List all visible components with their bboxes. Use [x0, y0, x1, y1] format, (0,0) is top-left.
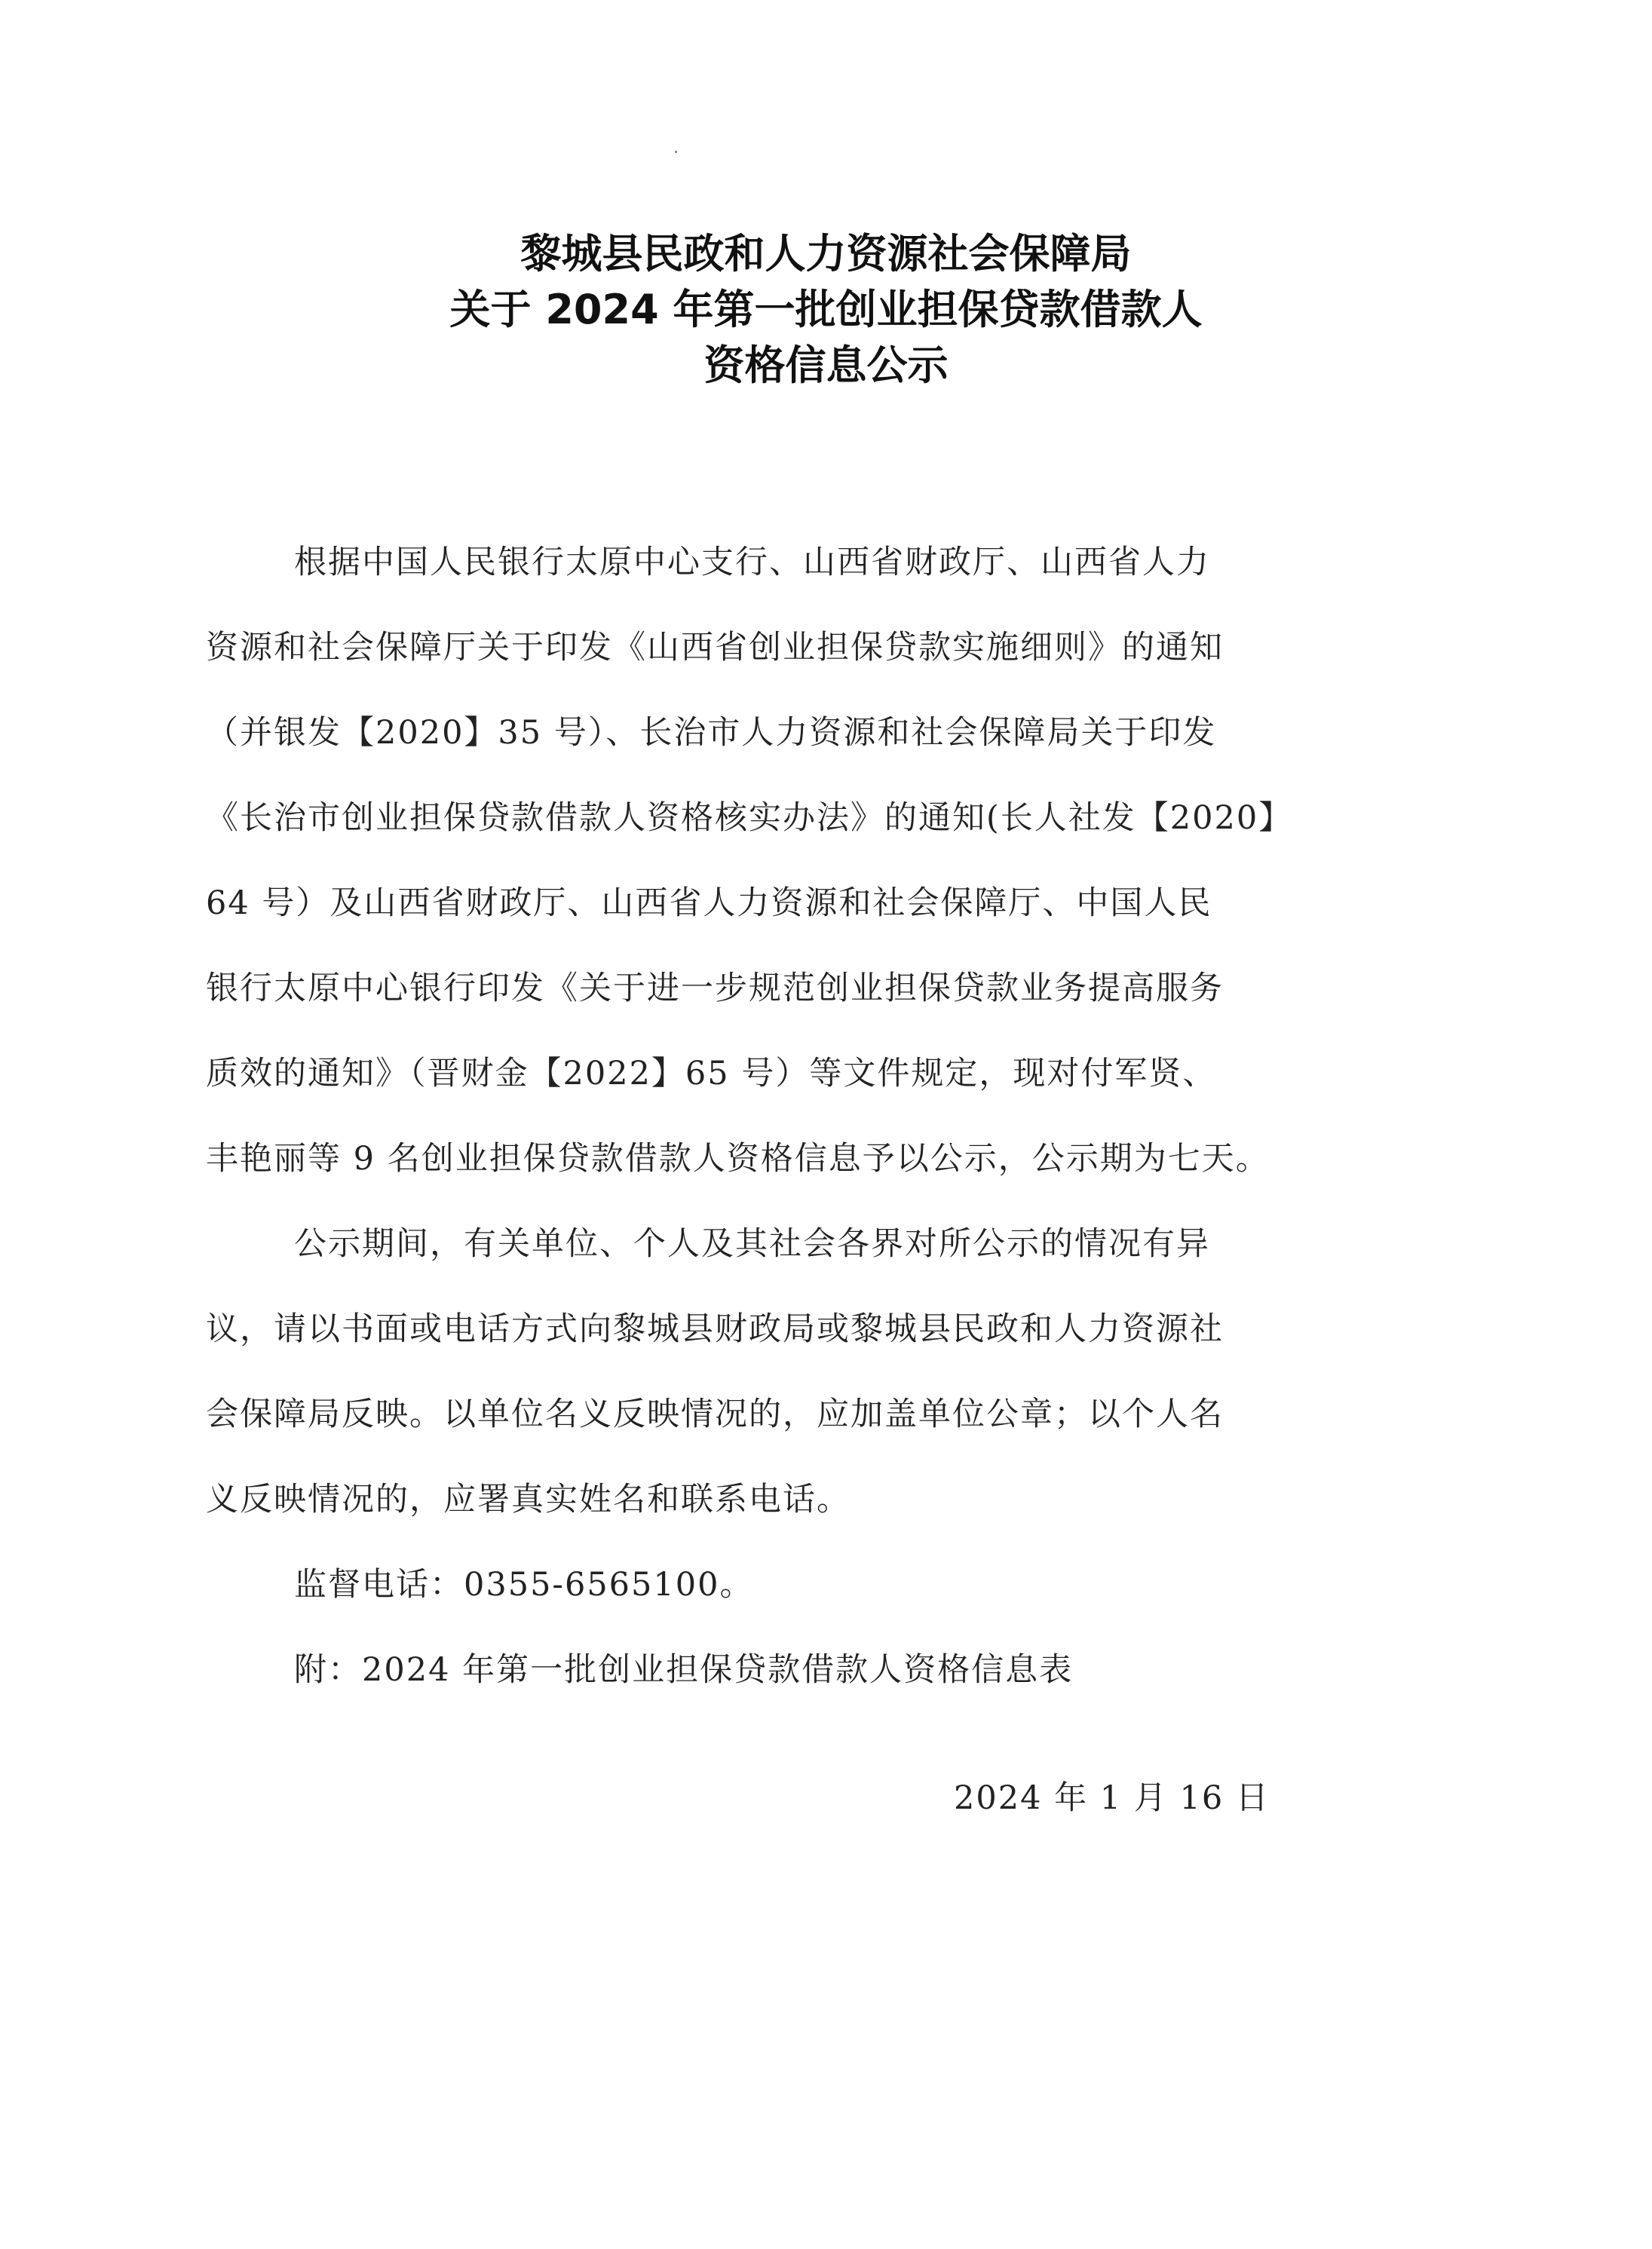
title-line-2: 关于 2024 年第一批创业担保贷款借款人	[449, 286, 1203, 333]
paragraph-1-line: 64 号）及山西省财政厅、山西省人力资源和社会保障厅、中国人民	[206, 884, 1212, 922]
document-body	[206, 520, 1442, 1713]
paragraph-1-line: 《长治市创业担保贷款借款人资格核实办法》的通知(长人社发【2020】	[206, 799, 1293, 837]
attachment-note: 附：2024 年第一批创业担保贷款借款人资格信息表	[294, 1651, 1074, 1689]
paragraph-2-line: 议，请以书面或电话方式向黎城县财政局或黎城县民政和人力资源社	[206, 1310, 1224, 1348]
title-line-3: 资格信息公示	[703, 342, 949, 389]
paragraph-1-line: 根据中国人民银行太原中心支行、山西省财政厅、山西省人力	[294, 544, 1210, 581]
paragraph-1-line: 银行太原中心银行印发《关于进一步规范创业担保贷款业务提高服务	[206, 970, 1224, 1007]
paragraph-1-line: （并银发【2020】35 号）、长治市人力资源和社会保障局关于印发	[206, 714, 1217, 752]
scan-speck	[675, 151, 677, 153]
paragraph-2-line: 公示期间，有关单位、个人及其社会各界对所公示的情况有异	[294, 1225, 1210, 1263]
title-line-1: 黎城县民政和人力资源社会保障局	[520, 230, 1132, 277]
paragraph-1-line: 丰艳丽等 9 名创业担保贷款借款人资格信息予以公示，公示期为七天。	[206, 1140, 1270, 1178]
document-date: 2024 年 1 月 16 日	[954, 1779, 1270, 1817]
paragraph-1-line: 质效的通知》（晋财金【2022】65 号）等文件规定，现对付军贤、	[206, 1055, 1217, 1092]
supervision-phone: 监督电话：0355-6565100。	[294, 1566, 754, 1604]
document-title	[0, 226, 1652, 394]
paragraph-1-line: 资源和社会保障厅关于印发《山西省创业担保贷款实施细则》的通知	[206, 629, 1224, 666]
paragraph-2-line: 义反映情况的，应署真实姓名和联系电话。	[206, 1481, 851, 1518]
paragraph-2-line: 会保障局反映。以单位名义反映情况的，应加盖单位公章；以个人名	[206, 1396, 1224, 1433]
